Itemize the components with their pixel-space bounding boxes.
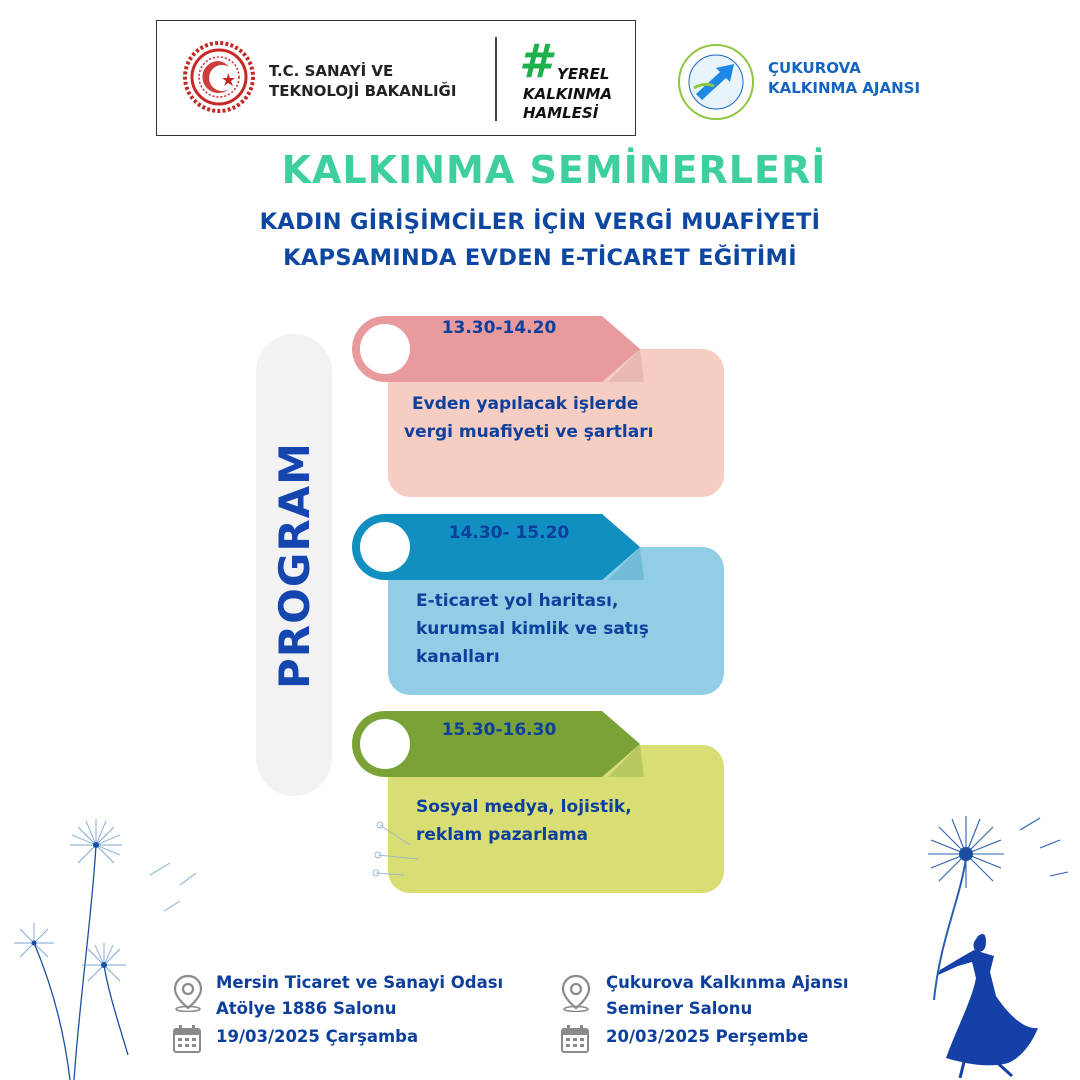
agency-name	[768, 58, 968, 98]
partner-logo-box	[156, 20, 636, 136]
yerel-logo-line2: KALKINMA	[523, 85, 613, 103]
venue-2-date: 20/03/2025 Perşembe	[606, 1027, 809, 1046]
venue-2-location-line1: Çukurova Kalkınma Ajansı	[606, 973, 849, 992]
session-1-time: 13.30-14.20	[441, 318, 557, 338]
session-1-line1: Evden yapılacak işlerde	[412, 394, 639, 414]
venue-2-details	[606, 970, 849, 1050]
yerel-logo-hash: #	[519, 37, 552, 88]
venue-2-location-line2: Seminer Salonu	[606, 999, 753, 1018]
venue-2-calendar-icon	[560, 1024, 590, 1054]
session-3-tab-circle	[360, 719, 410, 769]
session-2-line2: kurumsal kimlik ve satış	[416, 619, 649, 639]
subtitle-line1: KADIN GİRİŞİMCİLER İÇİN VERGİ MUAFİYETİ	[259, 209, 821, 235]
ministry-name	[269, 61, 469, 101]
page-subtitle	[0, 204, 1080, 276]
venue-1-location-pin-icon	[172, 974, 204, 1012]
venue-1-location-line2: Atölye 1886 Salonu	[216, 999, 397, 1018]
session-3-time: 15.30-16.30	[441, 720, 557, 740]
ministry-name-line1: T.C. SANAYİ VE	[269, 62, 394, 80]
session-1-description	[404, 390, 704, 446]
yerel-logo-line1: YEREL	[557, 65, 610, 83]
session-3-line2: reklam pazarlama	[416, 825, 589, 845]
session-1-tab-circle	[360, 324, 410, 374]
page-title: KALKINMA SEMİNERLERİ	[281, 148, 827, 192]
logo-divider	[495, 37, 497, 121]
session-2-description	[416, 587, 716, 671]
venue-1-date: 19/03/2025 Çarşamba	[216, 1027, 419, 1046]
venue-2-location-pin-icon	[560, 974, 592, 1012]
venue-1-location-line1: Mersin Ticaret ve Sanayi Odası	[216, 973, 504, 992]
session-2-line3: kanalları	[416, 647, 500, 667]
agency-name-line1: ÇUKUROVA	[768, 59, 861, 77]
session-2-tab-circle	[360, 522, 410, 572]
program-label: PROGRAM	[269, 441, 319, 689]
session-2-line1: E-ticaret yol haritası,	[416, 591, 619, 611]
session-3-tab-shadow	[600, 744, 645, 778]
session-2-tab-shadow	[600, 547, 645, 581]
ministry-name-line2: TEKNOLOJİ BAKANLIĞI	[269, 82, 457, 100]
session-1-line2: vergi muafiyeti ve şartları	[404, 422, 654, 442]
session-2-time: 14.30- 15.20	[448, 523, 570, 543]
woman-holding-dandelion-icon	[900, 800, 1080, 1080]
ministry-gear-emblem-icon	[181, 39, 257, 115]
agency-name-line2: KALKINMA AJANSI	[768, 79, 921, 97]
subtitle-line2: KAPSAMINDA EVDEN E-TİCARET EĞİTİMİ	[283, 245, 797, 271]
program-label-pill	[256, 334, 332, 796]
venue-1-details	[216, 970, 503, 1050]
agency-arrow-circle-icon	[676, 42, 756, 122]
session-3-description	[416, 793, 716, 849]
yerel-kalkinma-hamlesi-logo	[517, 37, 617, 123]
session-1-tab-shadow	[600, 349, 645, 383]
yerel-logo-line3: HAMLESİ	[523, 104, 599, 122]
dandelion-seeds-icon	[370, 815, 430, 885]
session-3-line1: Sosyal medya, lojistik,	[416, 797, 632, 817]
venue-1-calendar-icon	[172, 1024, 202, 1054]
